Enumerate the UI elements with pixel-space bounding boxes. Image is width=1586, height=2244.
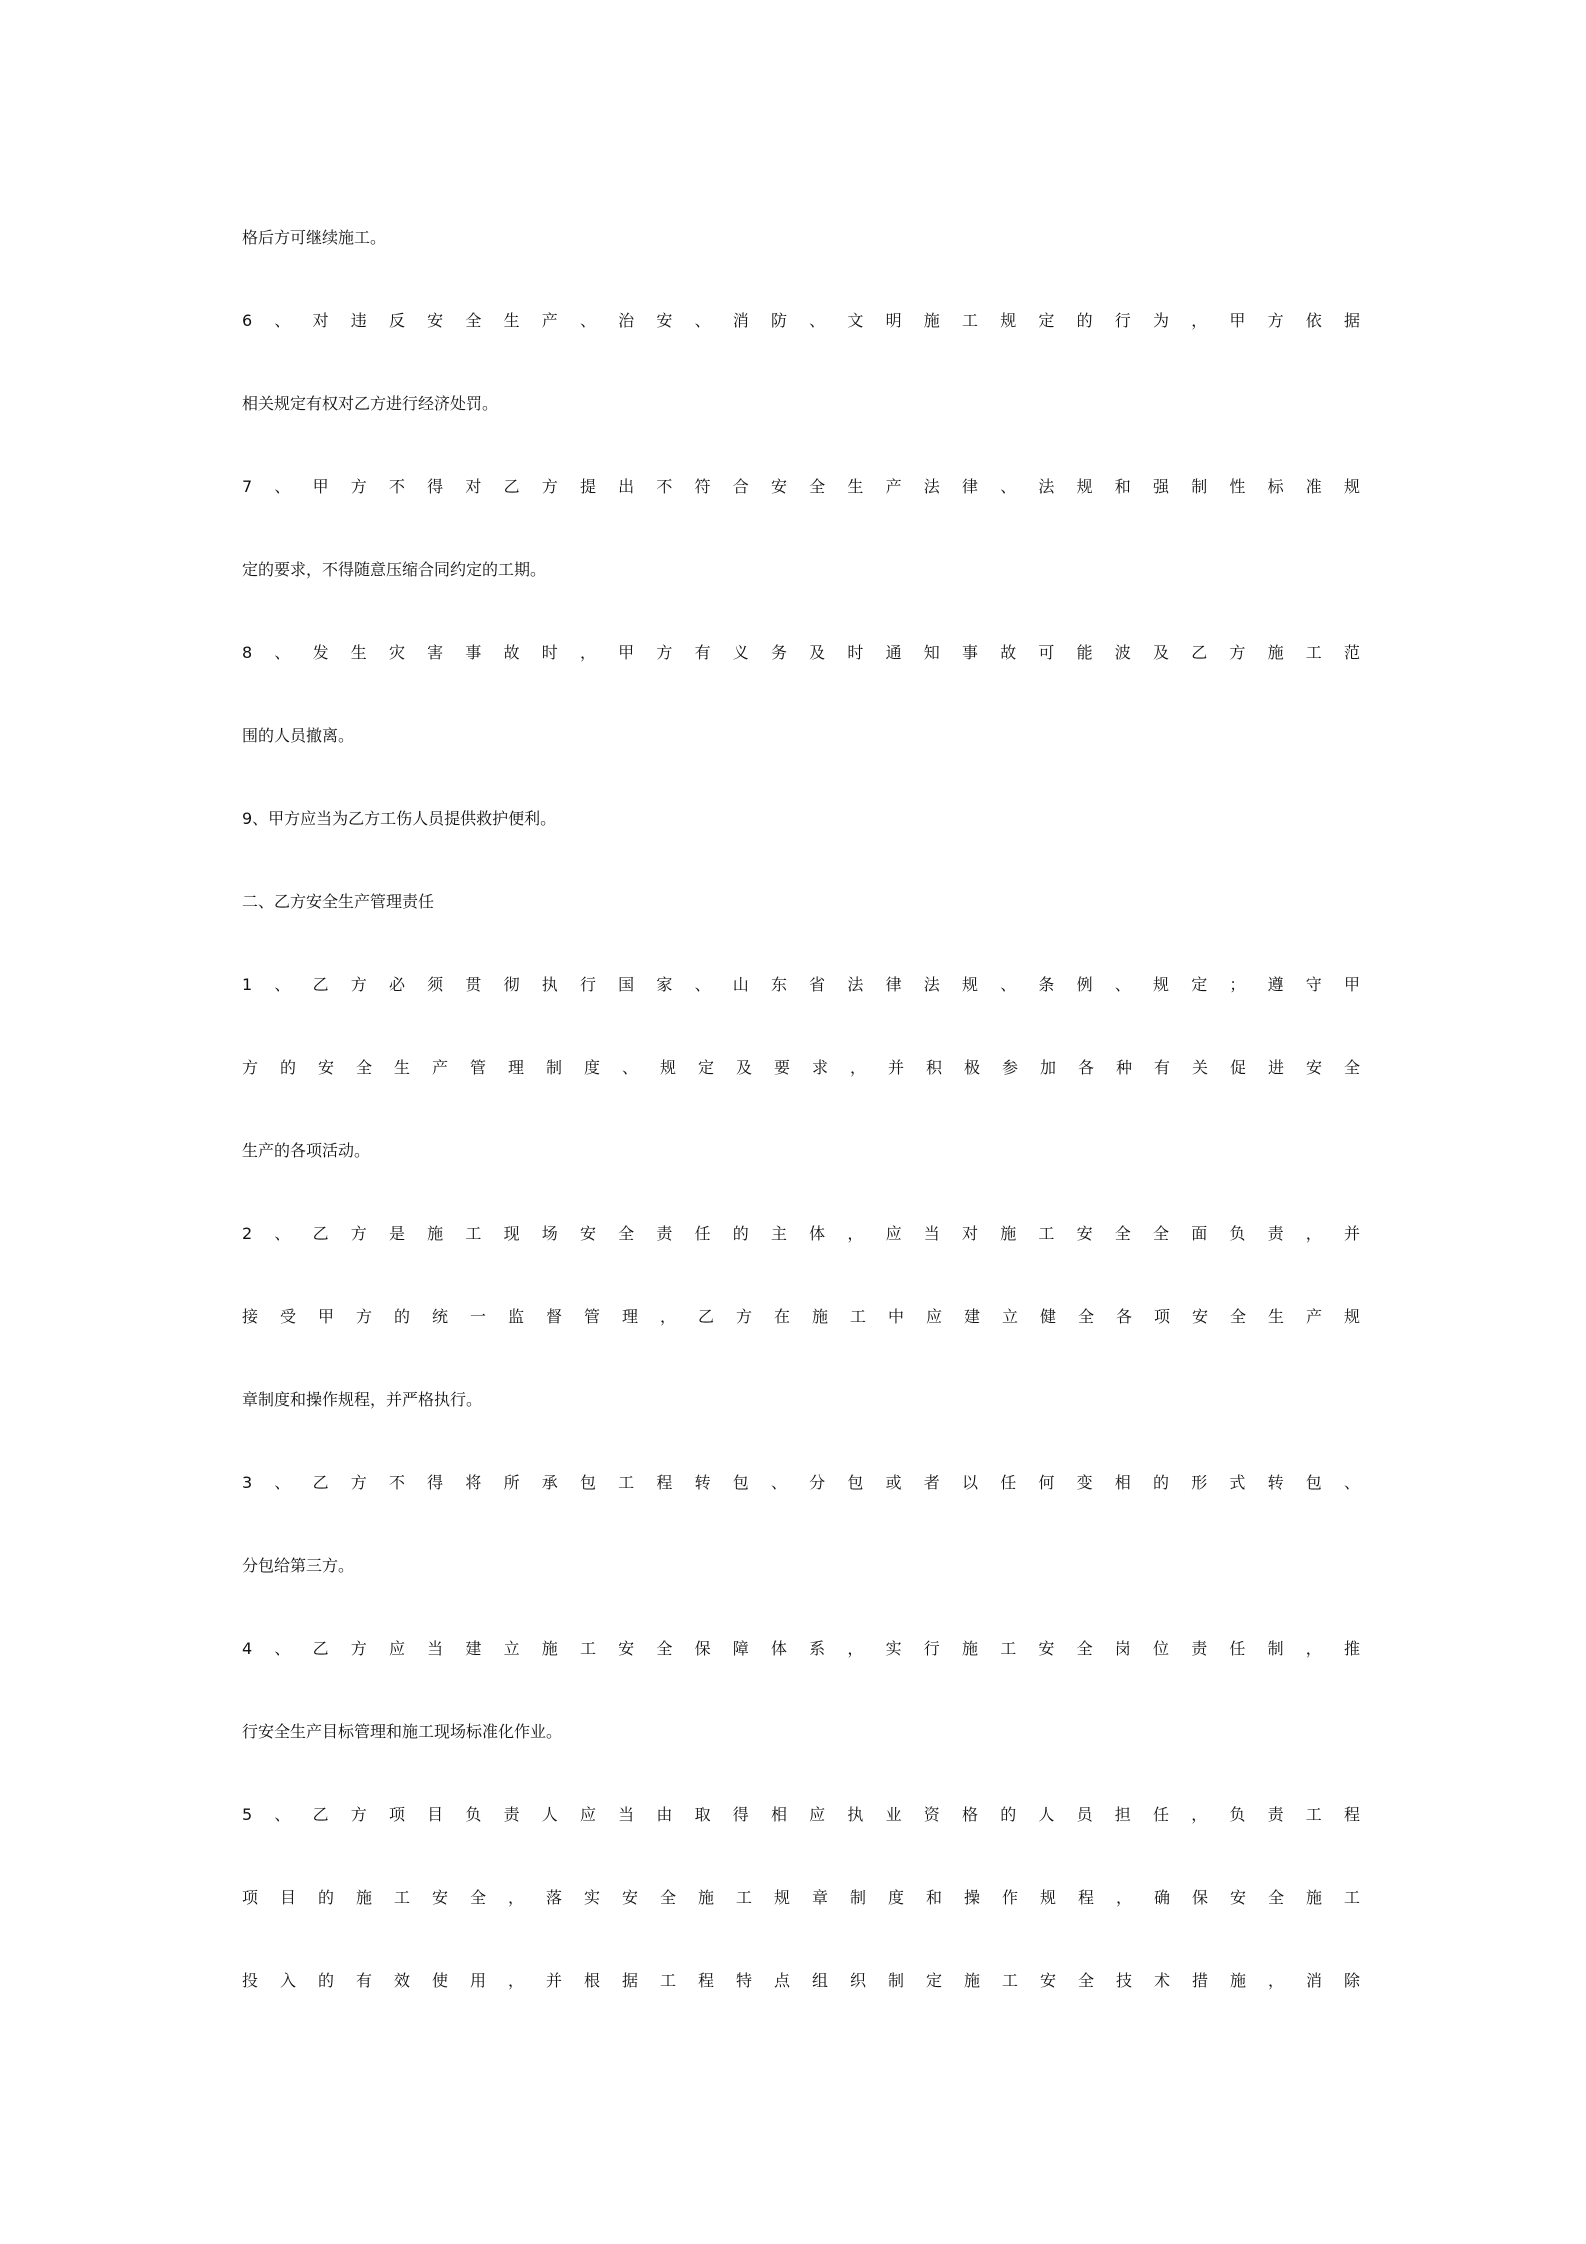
text-line: 7、甲方不得对乙方提出不符合安全生产法律、法规和强制性标准规 (242, 477, 1360, 496)
text-line: 接受甲方的统一监督管理，乙方在施工中应建立健全各项安全生产规 (242, 1307, 1360, 1326)
text-line: 2、乙方是施工现场安全责任的主体，应当对施工安全全面负责，并 (242, 1224, 1360, 1243)
text-line: 定的要求，不得随意压缩合同约定的工期。 (242, 560, 547, 579)
text-line: 6、对违反安全生产、治安、消防、文明施工规定的行为，甲方依据 (242, 311, 1360, 330)
document-body (242, 196, 1360, 2022)
text-line: 8、发生灾害事故时，甲方有义务及时通知事故可能波及乙方施工范 (242, 643, 1360, 662)
text-line: 9、甲方应当为乙方工伤人员提供救护便利。 (242, 809, 557, 828)
text-line: 围的人员撤离。 (242, 726, 355, 745)
text-line: 4、乙方应当建立施工安全保障体系，实行施工安全岗位责任制，推 (242, 1639, 1360, 1658)
text-line: 5、乙方项目负责人应当由取得相应执业资格的人员担任，负责工程 (242, 1805, 1360, 1824)
text-line: 格后方可继续施工。 (242, 228, 387, 247)
text-line: 章制度和操作规程，并严格执行。 (242, 1390, 483, 1409)
text-line: 相关规定有权对乙方进行经济处罚。 (242, 394, 499, 413)
text-line: 方的安全生产管理制度、规定及要求，并积极参加各种有关促进安全 (242, 1058, 1360, 1077)
text-line: 生产的各项活动。 (242, 1141, 371, 1160)
text-line: 项目的施工安全，落实安全施工规章制度和操作规程，确保安全施工 (242, 1888, 1360, 1907)
text-line: 1、乙方必须贯彻执行国家、山东省法律法规、条例、规定；遵守甲 (242, 975, 1360, 994)
text-line: 3、乙方不得将所承包工程转包、分包或者以任何变相的形式转包、 (242, 1473, 1360, 1492)
text-line: 行安全生产目标管理和施工现场标准化作业。 (242, 1722, 563, 1741)
section-heading: 二、乙方安全生产管理责任 (242, 892, 435, 911)
text-line: 投入的有效使用，并根据工程特点组织制定施工安全技术措施，消除 (242, 1971, 1360, 1990)
text-line: 分包给第三方。 (242, 1556, 355, 1575)
